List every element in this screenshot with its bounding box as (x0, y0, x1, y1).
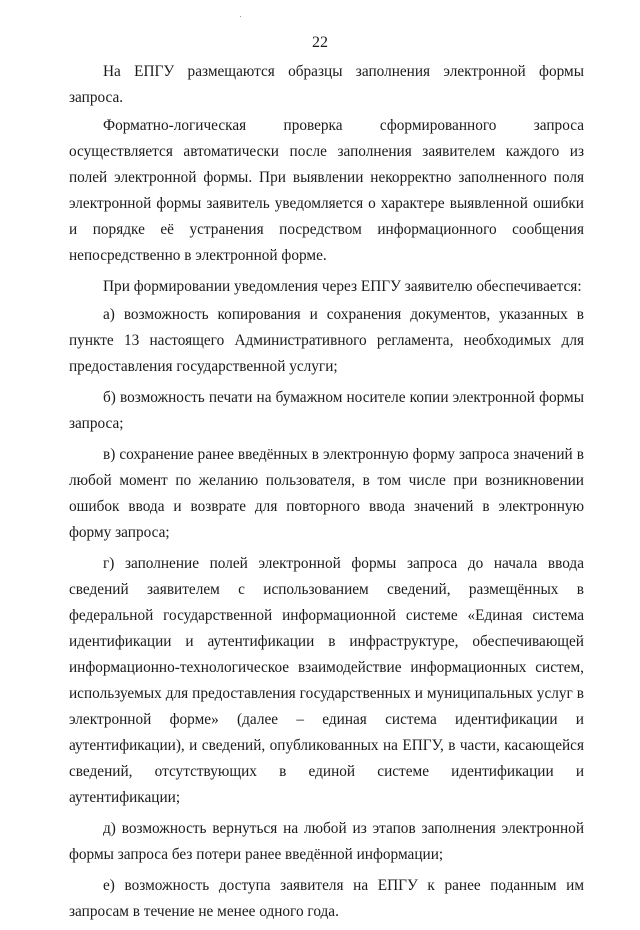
paragraph-epgu-samples: На ЕПГУ размещаются образцы заполнения электронной формы запроса. (69, 63, 584, 106)
list-item-e: е) возможность доступа заявителя на ЕПГУ к ранее поданным им запросам в течение не менее одного года. (69, 877, 584, 920)
paragraph-format-check: Форматно-логическая проверка сформированного запроса осуществляется автоматически после заполнения заявителем каждого из полей электронной формы. При выявлении некорректно заполненного поля электронной формы заявитель уведомляется о характере выявленной ошибки и порядке её устранения посредством информационного сообщения непосредственно в электронной форме. (69, 117, 584, 264)
list-item-b: б) возможность печати на бумажном носителе копии электронной формы запроса; (69, 389, 584, 432)
scan-speck (240, 16, 241, 17)
list-item-d: д) возможность вернуться на любой из этапов заполнения электронной формы запроса без потери ранее введённой информации; (69, 820, 584, 863)
list-item-a: а) возможность копирования и сохранения документов, указанных в пункте 13 настоящего Административного регламента, необходимых для предоставления государственной услуги; (69, 306, 584, 375)
list-item-v: в) сохранение ранее введённых в электронную форму запроса значений в любой момент по желанию пользователя, в том числе при возникновении ошибок ввода и возврате для повторного ввода значений в электронную форму запроса; (69, 446, 584, 541)
document-body (69, 59, 584, 930)
page-number: 22 (312, 34, 328, 51)
paragraph-notification-intro: При формировании уведомления через ЕПГУ заявителю обеспечивается: (103, 278, 582, 295)
list-item-g: г) заполнение полей электронной формы запроса до начала ввода сведений заявителем с использованием сведений, размещённых в федеральной государственной информационной системе «Единая система идентификации и аутентификации в инфраструктуре, обеспечивающей информационно-технологическое взаимодействие информационных систем, используемых для предоставления государственных и муниципальных услуг в электронной форме» (далее – единая система идентификации и аутентификации), и сведений, опубликованных на ЕПГУ, в части, касающейся сведений, отсутствующих в единой системе идентификации и аутентификации; (69, 555, 584, 806)
